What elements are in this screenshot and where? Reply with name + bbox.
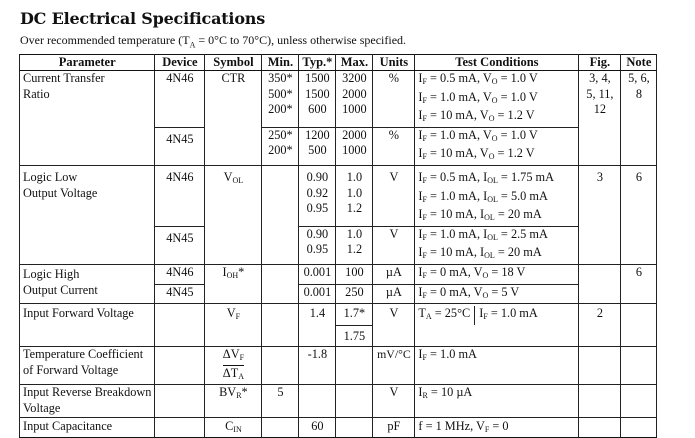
device-cell: 4N46 bbox=[155, 71, 205, 128]
typ-cell bbox=[299, 385, 336, 417]
table-row bbox=[20, 385, 657, 417]
conditions-cell: $I_R = 10$ µA bbox=[415, 385, 579, 417]
col-min: Min. bbox=[262, 55, 299, 71]
dc-spec-table bbox=[19, 54, 657, 438]
conditions-cell: $I_F = 0$ mA, $V_O = 5$ V bbox=[415, 284, 579, 304]
typ-cell: 1500 1500 600 bbox=[299, 71, 336, 128]
fig-cell bbox=[579, 417, 621, 438]
units-cell: V bbox=[373, 226, 415, 264]
units-cell: µA bbox=[373, 264, 415, 284]
symbol-vf: $V_F$ bbox=[205, 304, 262, 347]
device-cell: 4N45 bbox=[155, 127, 205, 165]
max-cell: 250 bbox=[336, 284, 373, 304]
device-cell: 4N46 bbox=[155, 165, 205, 226]
device-cell bbox=[155, 347, 205, 385]
conditions-cell: f = 1 MHz, $V_F = 0$ bbox=[415, 417, 579, 438]
header-row bbox=[20, 55, 657, 71]
conditions-cell: $I_F = 1.0$ mA bbox=[415, 347, 579, 385]
max-cell: 2000 1000 bbox=[336, 127, 373, 165]
device-cell bbox=[155, 385, 205, 417]
note-cell bbox=[621, 385, 657, 417]
max-cell: 3200 2000 1000 bbox=[336, 71, 373, 128]
note-ctr: 5, 6, 8 bbox=[621, 71, 657, 166]
max-cell: 1.0 1.0 1.2 bbox=[336, 165, 373, 226]
units-cell: mV/°C bbox=[373, 347, 415, 385]
note-vol: 6 bbox=[621, 165, 657, 264]
min-cell: 250* 200* bbox=[262, 127, 299, 165]
conditions-cell bbox=[415, 304, 579, 347]
symbol-bvr: $BV_R*$ bbox=[205, 385, 262, 417]
col-device: Device bbox=[155, 55, 205, 71]
fig-cell bbox=[579, 385, 621, 417]
table-row bbox=[20, 71, 657, 128]
max-cell: 1.0 1.2 bbox=[336, 226, 373, 264]
typ-cell: 0.90 0.92 0.95 bbox=[299, 165, 336, 226]
param-bvr: Input Reverse Breakdown Voltage bbox=[20, 385, 155, 417]
device-cell bbox=[155, 304, 205, 347]
conditions-cell: $I_F = 0.5$ mA, $I_{OL} = 1.75$ mA $I_F = 1.0$ mA, $I_{OL} = 5.0$ mA $I_F = 10$ mA, $I_{OL} = 20$ mA bbox=[415, 165, 579, 226]
symbol-cin: $C_{IN}$ bbox=[205, 417, 262, 438]
units-cell: % bbox=[373, 127, 415, 165]
fig-ctr: 3, 4, 5, 11, 12 bbox=[579, 71, 621, 166]
col-parameter: Parameter bbox=[20, 55, 155, 71]
col-note: Note bbox=[621, 55, 657, 71]
device-cell: 4N46 bbox=[155, 264, 205, 284]
conditions-cell: $I_F = 1.0$ mA, $V_O = 1.0$ V $I_F = 10$ mA, $V_O = 1.2$ V bbox=[415, 127, 579, 165]
min-cell: 5 bbox=[262, 385, 299, 417]
table-row bbox=[20, 264, 657, 284]
table-row bbox=[20, 347, 657, 385]
note-ioh: 6 bbox=[621, 264, 657, 303]
units-cell: V bbox=[373, 304, 415, 347]
cond-temp: $T_A = 25^\circ C$ bbox=[418, 306, 471, 322]
min-cell bbox=[262, 264, 299, 303]
col-typ: Typ.* bbox=[299, 55, 336, 71]
units-cell: V bbox=[373, 385, 415, 417]
param-vf: Input Forward Voltage bbox=[20, 304, 155, 347]
conditions-cell: $I_F = 0$ mA, $V_O = 18$ V bbox=[415, 264, 579, 284]
page-subtitle: Over recommended temperature ($T_A = 0^\circ C$ to 70°C), unless otherwise specified. bbox=[20, 33, 407, 50]
units-cell: pF bbox=[373, 417, 415, 438]
symbol-vol: $V_{OL}$ bbox=[205, 165, 262, 264]
symbol-fraction: $\frac{\Delta V_F}{\Delta T_A}$ bbox=[222, 347, 245, 382]
table-row bbox=[20, 165, 657, 226]
max-cell bbox=[336, 385, 373, 417]
param-tc: Temperature Coefficient of Forward Voltage bbox=[20, 347, 155, 385]
page-title: DC Electrical Specifications bbox=[20, 9, 266, 28]
note-cell bbox=[621, 347, 657, 385]
fig-cell bbox=[579, 347, 621, 385]
symbol-tc bbox=[205, 347, 262, 385]
min-cell bbox=[262, 347, 299, 385]
param-vol: Logic Low Output Voltage bbox=[20, 165, 155, 264]
conditions-cell: $I_F = 0.5$ mA, $V_O = 1.0$ V $I_F = 1.0$ mA, $V_O = 1.0$ V $I_F = 10$ mA, $V_O = 1.2$ V bbox=[415, 71, 579, 128]
min-cell bbox=[262, 304, 299, 347]
typ-cell: 0.001 bbox=[299, 284, 336, 304]
units-cell: V bbox=[373, 165, 415, 226]
table-row bbox=[20, 304, 657, 347]
max-cell bbox=[336, 417, 373, 438]
fig-vf: 2 bbox=[579, 304, 621, 347]
typ-cell: 0.90 0.95 bbox=[299, 226, 336, 264]
table-row bbox=[20, 417, 657, 438]
units-cell: µA bbox=[373, 284, 415, 304]
param-ioh: Logic High Output Current bbox=[20, 264, 155, 303]
typ-cell: 1200 500 bbox=[299, 127, 336, 165]
col-max: Max. bbox=[336, 55, 373, 71]
param-cin: Input Capacitance bbox=[20, 417, 155, 438]
min-cell bbox=[262, 417, 299, 438]
col-fig: Fig. bbox=[579, 55, 621, 71]
min-cell: 350* 500* 200* bbox=[262, 71, 299, 128]
typ-cell: 1.4 bbox=[299, 304, 336, 347]
col-symbol: Symbol bbox=[205, 55, 262, 71]
fig-vol: 3 bbox=[579, 165, 621, 264]
max-cell bbox=[336, 347, 373, 385]
symbol-ioh: $I_{OH}*$ bbox=[205, 264, 262, 303]
device-cell: 4N45 bbox=[155, 226, 205, 264]
param-ctr: Current Transfer Ratio bbox=[20, 71, 155, 166]
note-cell bbox=[621, 417, 657, 438]
typ-cell: 60 bbox=[299, 417, 336, 438]
note-cell bbox=[621, 304, 657, 347]
col-units: Units bbox=[373, 55, 415, 71]
typ-cell: -1.8 bbox=[299, 347, 336, 385]
typ-cell: 0.001 bbox=[299, 264, 336, 284]
device-cell bbox=[155, 417, 205, 438]
symbol-ctr: CTR bbox=[205, 71, 262, 166]
units-cell: % bbox=[373, 71, 415, 128]
min-cell bbox=[262, 165, 299, 264]
fig-cell bbox=[579, 264, 621, 303]
cond-current: $I_F = 1.0$ mA bbox=[474, 306, 542, 325]
max-cell: 1.7* 1.75 bbox=[336, 304, 373, 347]
conditions-cell: $I_F = 1.0$ mA, $I_{OL} = 2.5$ mA $I_F = 10$ mA, $I_{OL} = 20$ mA bbox=[415, 226, 579, 264]
max-cell: 100 bbox=[336, 264, 373, 284]
device-cell: 4N45 bbox=[155, 284, 205, 304]
col-test-conditions: Test Conditions bbox=[415, 55, 579, 71]
